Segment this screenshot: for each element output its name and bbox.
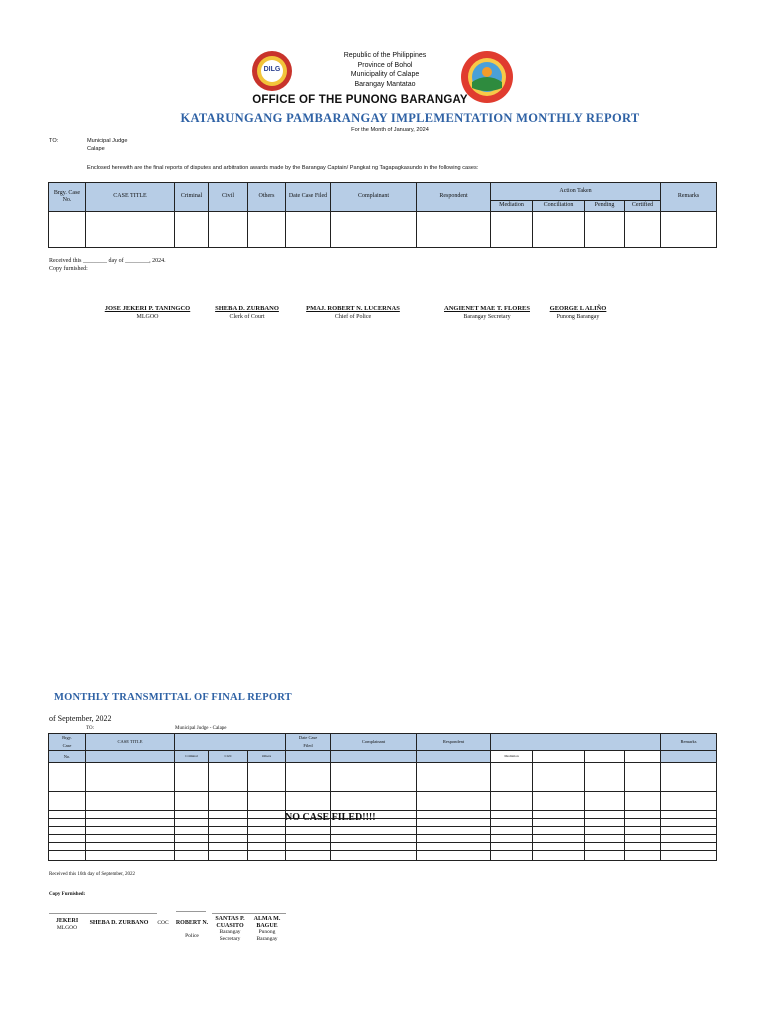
col-case-no-line: Brgy.	[62, 735, 72, 740]
col-civil: Civil	[209, 183, 248, 212]
transmittal-table	[48, 733, 717, 861]
transmittal-recipient: Municipal Judge - Calape	[175, 726, 227, 731]
col-conciliation: Conciliation	[533, 201, 585, 212]
col-case-no: Brgy. Case No.	[49, 183, 86, 212]
received-block	[49, 257, 166, 273]
report-table	[48, 182, 717, 248]
signatory-position: Punong Barangay	[256, 929, 278, 942]
col-complainant: Complainant	[331, 734, 417, 751]
table-row	[49, 811, 717, 819]
col-case-no-suffix: No.	[49, 751, 86, 763]
signatory-position: Police	[185, 932, 199, 939]
table-row	[49, 851, 717, 861]
signatory-name: ANGIENET MAE T. FLORES	[444, 305, 530, 312]
col-case-no-line: Case	[62, 743, 72, 748]
signatory	[174, 920, 210, 939]
col-remarks: Remarks	[661, 734, 717, 751]
signatory-position: MLGOO	[56, 924, 78, 931]
divider	[212, 913, 286, 914]
col-others: Others	[248, 183, 286, 212]
col-criminal: Criminal	[175, 751, 209, 763]
header-line: Barangay Mantatao	[354, 80, 416, 88]
dilg-logo-text: DILG	[263, 66, 281, 73]
signatory-name: JOSE JEKERI P. TANINGCO	[104, 305, 191, 312]
transmittal-title: MONTHLY TRANSMITTAL OF FINAL REPORT	[54, 692, 292, 703]
signatory-name: JEKERI	[55, 918, 79, 924]
table-row	[49, 827, 717, 835]
report-month: For the Month of January, 2024	[351, 127, 429, 133]
signatory	[208, 305, 286, 320]
table-row	[49, 843, 717, 851]
col-date-filed-line: Date Case	[298, 735, 318, 740]
signatory-position: Punong Barangay	[556, 314, 600, 320]
header-line: Province of Bohol	[357, 61, 413, 69]
to-recipient: Municipal Judge	[87, 138, 128, 144]
col-complainant: Complainant	[331, 183, 417, 212]
col-date-filed: Date Case Filed	[286, 183, 331, 212]
col-criminal: Criminal	[175, 183, 209, 212]
signatory-name: SHEBA D. ZURBANO	[89, 920, 149, 926]
col-case-title: CASE TITLE	[86, 734, 175, 751]
signatory	[86, 920, 152, 927]
table-row	[49, 835, 717, 843]
col-date-filed-line: Filed	[303, 743, 313, 748]
received-line: Received this ________ day of ________, 2024.	[49, 258, 166, 264]
signatory	[250, 916, 284, 942]
signatory	[543, 305, 613, 320]
signatory-position: Clerk of Court	[229, 314, 265, 320]
signatory-name: COC	[157, 920, 169, 926]
col-mediation: Mediation	[491, 201, 533, 212]
col-others: Others	[248, 751, 286, 763]
no-case-notice: NO CASE FILED!!!!	[285, 812, 376, 823]
signatory	[437, 305, 537, 320]
signatory-name: PMAJ. ROBERT N. LUCERNAS	[306, 305, 400, 312]
col-respondent: Respondent	[417, 734, 491, 751]
col-remarks: Remarks	[661, 183, 717, 212]
table-row	[49, 792, 717, 811]
table-row	[49, 819, 717, 827]
header-line: Municipality of Calape	[350, 71, 420, 78]
col-civil: Civil	[209, 751, 248, 763]
to-label: TO:	[49, 138, 59, 144]
signatory	[100, 305, 195, 320]
transmittal-copy-furnished: Copy Furnished:	[49, 892, 86, 897]
col-pending: Pending	[585, 201, 625, 212]
divider	[176, 911, 206, 912]
to-location: Calape	[87, 146, 105, 152]
signatory	[50, 918, 84, 931]
office-title: OFFICE OF THE PUNONG BARANGAY	[252, 94, 468, 106]
signatory-name: GEORGE L ALIÑO	[549, 305, 607, 312]
divider	[49, 913, 157, 914]
signatory	[154, 920, 172, 927]
col-respondent: Respondent	[417, 183, 491, 212]
header-lines	[300, 51, 470, 89]
transmittal-to-label: TO:	[86, 726, 94, 731]
header-line: Republic of the Philippines	[343, 52, 427, 59]
signatory-name: SANTAS P. CUASITO	[215, 916, 245, 929]
col-mediation: Mediation	[491, 751, 533, 763]
col-case-title: CASE TITLE	[86, 183, 175, 212]
col-case-no	[49, 734, 86, 751]
signatory-position: Chief of Police	[334, 314, 372, 320]
signatory-position: Barangay Secretary	[219, 929, 241, 942]
copy-furnished-label: Copy furnished:	[49, 266, 88, 272]
col-action-taken: Action Taken	[491, 183, 661, 201]
col-date-filed	[286, 734, 331, 751]
signatory	[212, 916, 248, 942]
signatory-name: ROBERT N.	[175, 920, 209, 926]
transmittal-received: Received this 16th day of September, 2022	[49, 872, 136, 877]
signatory-position: Barangay Secretary	[463, 314, 511, 320]
signatory-name: ALMA M. BAGUE	[253, 916, 281, 929]
signatory-name: SHEBA D. ZURBANO	[215, 305, 279, 312]
table-row	[49, 212, 717, 248]
table-row	[49, 763, 717, 792]
signatory-position: MLGOO	[136, 314, 159, 320]
enclosed-statement: Enclosed herewith are the final reports of disputes and arbitration awards made by the Barangay Captain/ Pangkat ng Tagapagkasundo in the following cases:	[87, 165, 479, 171]
report-title: KATARUNGANG PAMBARANGAY IMPLEMENTATION MONTHLY REPORT	[180, 111, 640, 125]
signatory	[298, 305, 408, 320]
col-certified: Certified	[625, 201, 661, 212]
transmittal-period: of September, 2022	[49, 714, 112, 723]
